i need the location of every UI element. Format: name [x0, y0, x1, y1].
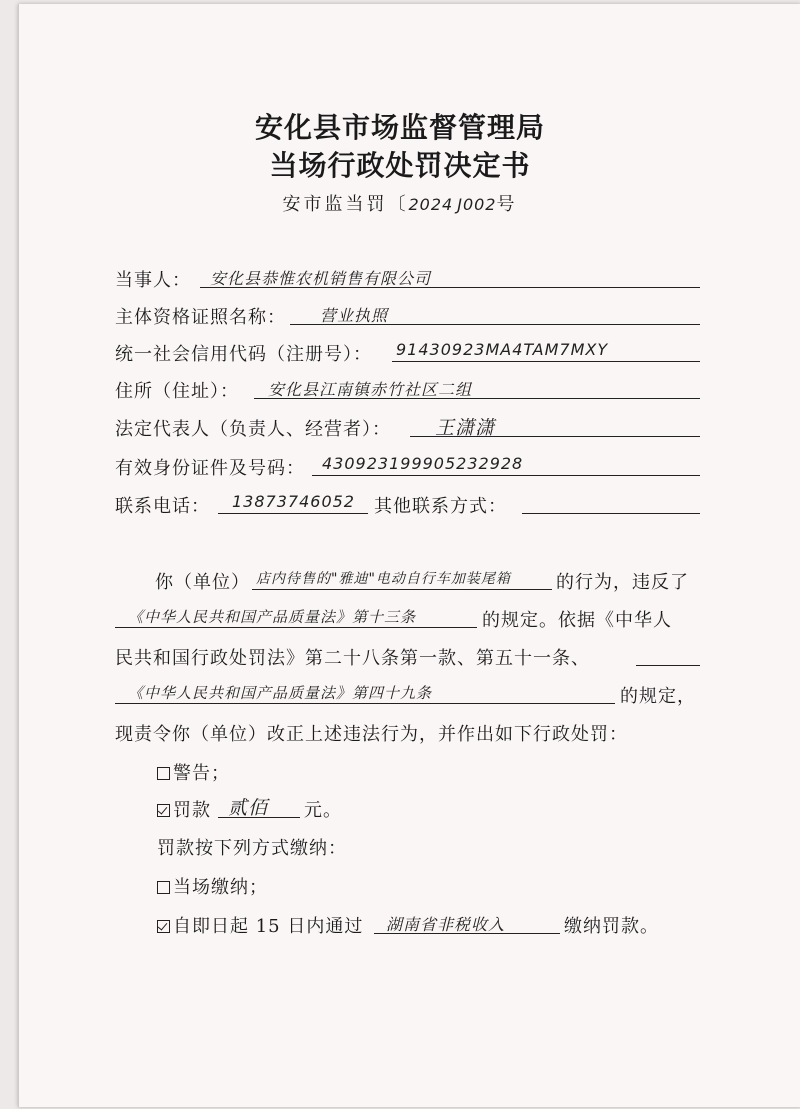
pay-15-checkbox[interactable] [157, 920, 170, 933]
pay-onsite-label: 当场缴纳； [173, 877, 268, 898]
credit-value: 91430923MA4TAM7MXY [396, 340, 609, 359]
credit-underline [392, 361, 700, 362]
doc-title: 当场行政处罚决定书 [269, 149, 531, 182]
pay-15-via: 湖南省非税收入 [386, 915, 506, 934]
pay-onsite-checkbox[interactable] [157, 881, 170, 894]
license-label: 主体资格证照名称： [115, 307, 286, 328]
org-title: 安化县市场监督管理局 [254, 111, 545, 144]
p5-text: 现责令你（单位）改正上述违法行为，并作出如下行政处罚： [115, 724, 628, 745]
rep-label: 法定代表人（负责人、经营者）： [115, 419, 391, 440]
other-contact-label: 其他联系方式： [374, 496, 507, 517]
id-value: 430923199905232928 [322, 454, 524, 473]
credit-label: 统一社会信用代码（注册号）： [115, 344, 372, 365]
p3-underline [636, 665, 700, 666]
penalty-law-underline [115, 703, 615, 704]
pay-15-via-underline [374, 933, 560, 934]
doc-number-suffix: 号 [496, 194, 518, 215]
rep-underline [410, 436, 700, 437]
phone-underline [218, 513, 368, 514]
address-label: 住所（住址）： [115, 381, 239, 402]
p1-text-a: 你（单位） [155, 572, 250, 593]
pay-15-option [157, 912, 363, 938]
fine-option [157, 796, 211, 822]
fine-label-a: 罚款 [173, 800, 211, 821]
p3-text: 民共和国行政处罚法》第二十八条第一款、第五十一条、 [115, 648, 590, 669]
doc-number-prefix: 安市监当罚〔 [282, 194, 409, 215]
warning-option [157, 759, 230, 785]
fine-label-b: 元。 [304, 800, 342, 821]
p4-text-b: 的规定， [620, 686, 696, 707]
pay-15-label-b: 缴纳罚款。 [564, 916, 659, 937]
violation-act: 店内待售的"雅迪"电动自行车加装尾箱 [256, 571, 511, 587]
id-label: 有效身份证件及号码： [115, 458, 305, 479]
id-underline [312, 475, 700, 476]
party-label: 当事人： [115, 270, 191, 291]
doc-number-year: 2024 [408, 195, 454, 214]
address-value: 安化县江南镇赤竹社区二组 [268, 380, 473, 399]
other-contact-underline [522, 513, 700, 514]
license-underline [290, 324, 700, 325]
p2-text-b: 的规定。依据《中华人 [482, 610, 672, 631]
violated-law: 《中华人民共和国产品质量法》第十三条 [128, 608, 417, 626]
warning-checkbox[interactable] [157, 767, 170, 780]
pay-onsite-option [157, 873, 268, 899]
party-underline [200, 287, 700, 288]
doc-number [0, 190, 800, 216]
license-value: 营业执照 [320, 306, 389, 325]
penalty-law: 《中华人民共和国产品质量法》第四十九条 [128, 684, 433, 702]
fine-amount-underline [218, 817, 300, 818]
pay-15-label-a: 自即日起 15 日内通过 [173, 916, 364, 937]
violation-act-underline [252, 589, 552, 590]
fine-checkbox[interactable] [157, 804, 170, 817]
address-underline [254, 398, 700, 399]
party-value: 安化县恭惟农机销售有限公司 [210, 269, 432, 288]
violated-law-underline [115, 627, 477, 628]
fine-amount: 贰佰 [228, 797, 269, 819]
warning-label: 警告； [173, 763, 230, 784]
doc-number-num: J002 [457, 195, 497, 214]
phone-value: 13873746052 [232, 492, 355, 511]
p1-text-b: 的行为，违反了 [556, 572, 689, 593]
payment-method-label: 罚款按下列方式缴纳： [157, 838, 347, 859]
phone-label: 联系电话： [115, 496, 210, 517]
rep-value: 王潇潇 [435, 417, 496, 439]
